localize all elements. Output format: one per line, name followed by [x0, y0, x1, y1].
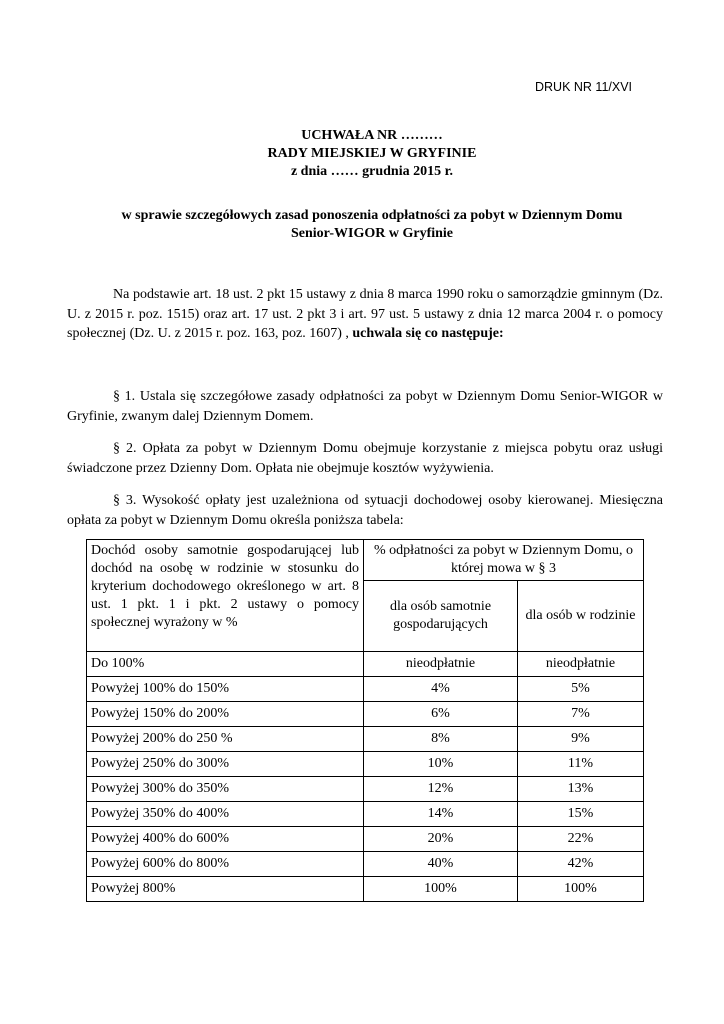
table-row [87, 677, 644, 702]
subject-block [60, 207, 684, 243]
income-range-cell: Powyżej 200% do 250 % [87, 727, 364, 752]
table-row [87, 827, 644, 852]
income-range-cell: Do 100% [87, 652, 364, 677]
income-range-cell: Powyżej 100% do 150% [87, 677, 364, 702]
family-fee-cell: 11% [518, 752, 644, 777]
subject-line-2: Senior-WIGOR w Gryfinie [290, 226, 454, 241]
header-income: Dochód osoby samotnie gospodarującej lub dochód na osobę w rodzinie w stosunku do kryterium dochodowego określonego w art. 8 ust. 1 pkt. 1 i pkt. 2 ustawy o pomocy społecznej wyrażony w % [87, 540, 364, 652]
family-fee-cell: 13% [518, 777, 644, 802]
paragraph-3: § 3. Wysokość opłaty jest uzależniona od sytuacji dochodowej osoby kierowanej. Miesięczna opłata za pobyt w Dziennym Domu określa poniższa tabela: [67, 493, 663, 528]
single-fee-cell: 40% [364, 852, 518, 877]
single-fee-cell: 4% [364, 677, 518, 702]
family-fee-cell: 5% [518, 677, 644, 702]
paragraph-1: § 1. Ustala się szczegółowe zasady odpłatności za pobyt w Dziennym Domu Senior-WIGOR w Gryfinie, zwanym dalej Dziennym Domem. [67, 389, 663, 424]
preamble [67, 285, 663, 344]
paragraph-2: § 2. Opłata za pobyt w Dziennym Domu obejmuje korzystanie z miejsca pobytu oraz usługi świadczone przez Dzienny Dom. Opłata nie obejmuje kosztów wyżywienia. [67, 441, 663, 476]
print-number: DRUK NR 11/XVI [535, 80, 633, 94]
income-range-cell: Powyżej 250% do 300% [87, 752, 364, 777]
single-fee-cell: 6% [364, 702, 518, 727]
fee-table [86, 539, 644, 902]
family-fee-cell: 15% [518, 802, 644, 827]
table-row [87, 852, 644, 877]
family-fee-cell: 22% [518, 827, 644, 852]
single-fee-cell: 10% [364, 752, 518, 777]
table-row [87, 802, 644, 827]
title-line-3: z dnia …… grudnia 2015 r. [290, 164, 454, 179]
family-fee-cell: 9% [518, 727, 644, 752]
single-fee-cell: 8% [364, 727, 518, 752]
title-line-1: UCHWAŁA NR ……… [301, 128, 443, 143]
title-block [60, 127, 684, 181]
title-line-2: RADY MIEJSKIEJ W GRYFINIE [267, 146, 477, 161]
table-row [87, 877, 644, 902]
single-fee-cell: 12% [364, 777, 518, 802]
header-percent: % odpłatności za pobyt w Dziennym Domu, o której mowa w § 3 [364, 540, 644, 581]
table-row [87, 752, 644, 777]
family-fee-cell: nieodpłatnie [518, 652, 644, 677]
income-range-cell: Powyżej 400% do 600% [87, 827, 364, 852]
single-fee-cell: 100% [364, 877, 518, 902]
family-fee-cell: 7% [518, 702, 644, 727]
header-family: dla osób w rodzinie [518, 581, 644, 652]
single-fee-cell: nieodpłatnie [364, 652, 518, 677]
table-row [87, 777, 644, 802]
income-range-cell: Powyżej 800% [87, 877, 364, 902]
subject-line-1: w sprawie szczegółowych zasad ponoszenia odpłatności za pobyt w Dziennym Domu [121, 208, 623, 223]
table-row [87, 727, 644, 752]
income-range-cell: Powyżej 150% do 200% [87, 702, 364, 727]
preamble-bold: uchwala się co następuje: [352, 326, 504, 341]
table-row [87, 702, 644, 727]
income-range-cell: Powyżej 600% do 800% [87, 852, 364, 877]
header-single: dla osób samotnie gospodarujących [364, 581, 518, 652]
income-range-cell: Powyżej 300% do 350% [87, 777, 364, 802]
family-fee-cell: 100% [518, 877, 644, 902]
table-row [87, 652, 644, 677]
table-header-row [87, 540, 644, 581]
single-fee-cell: 14% [364, 802, 518, 827]
family-fee-cell: 42% [518, 852, 644, 877]
income-range-cell: Powyżej 350% do 400% [87, 802, 364, 827]
preamble-text: Na podstawie art. 18 ust. 2 pkt 15 ustawy z dnia 8 marca 1990 roku o samorządzie gminnym (Dz. U. z 2015 r. poz. 1515) oraz art. 17 ust. 2 pkt 3 i art. 97 ust. 5 ustawy z dnia 12 marca 2004 r. o pomocy społecznej (Dz. U. z 2015 r. poz. 163, poz. 1607) , [67, 287, 663, 341]
single-fee-cell: 20% [364, 827, 518, 852]
